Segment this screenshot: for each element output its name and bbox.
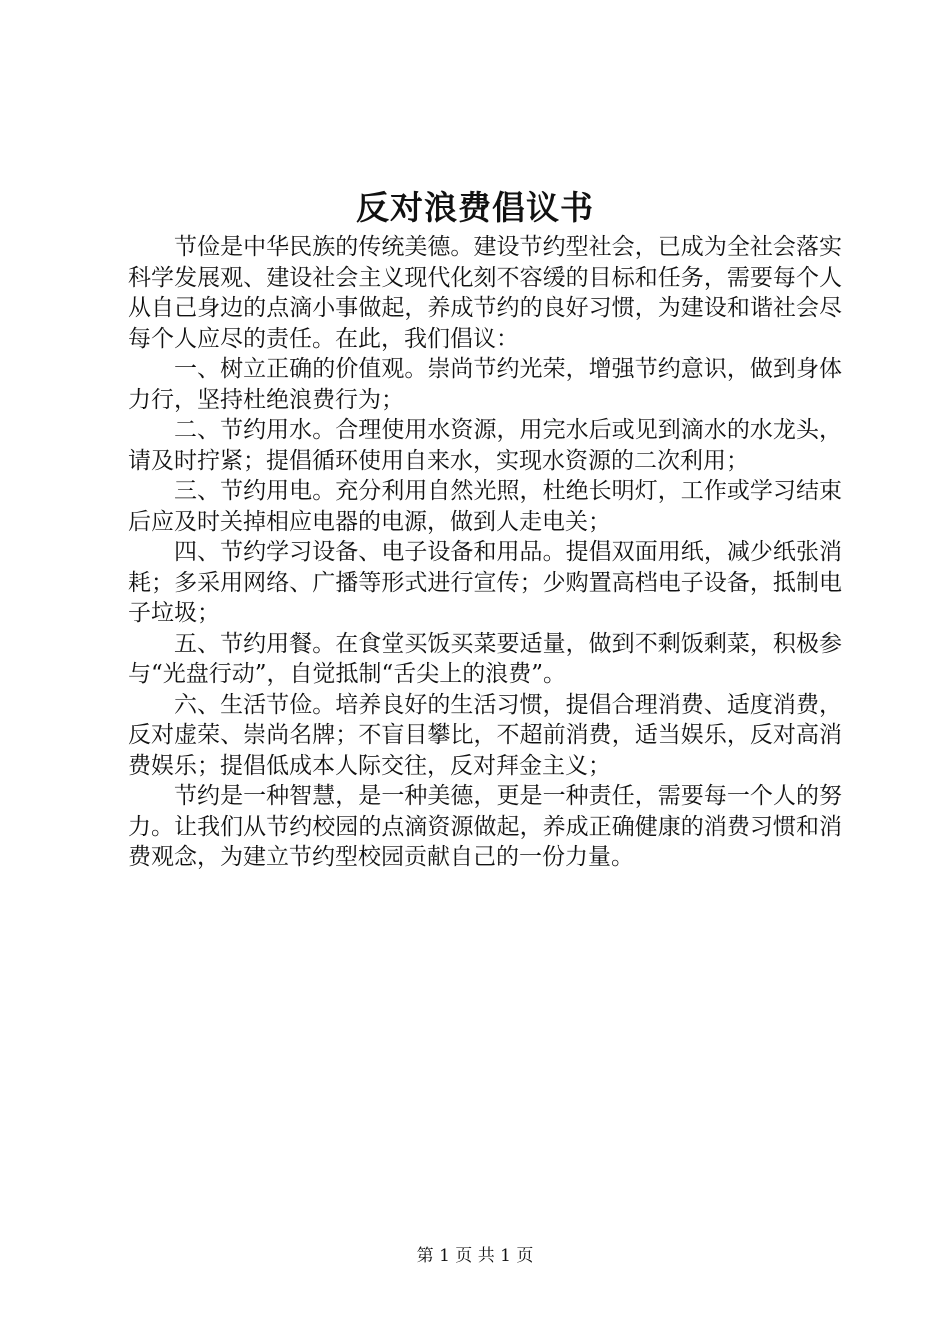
paragraph-item-2: 二、节约用水。合理使用水资源，用完水后或见到滴水的水龙头，请及时拧紧；提倡循环使用自来水，实现水资源的二次利用； bbox=[128, 417, 842, 474]
paragraph-intro: 节俭是中华民族的传统美德。建设节约型社会，已成为全社会落实科学发展观、建设社会主义现代化刻不容缓的目标和任务，需要每个人从自己身边的点滴小事做起，养成节约的良好习惯，为建设和谐社会尽每个人应尽的责任。在此，我们倡议： bbox=[128, 234, 842, 352]
paragraph-item-5: 五、节约用餐。在食堂买饭买菜要适量，做到不剩饭剩菜，积极参与“光盘行动”，自觉抵制“舌尖上的浪费”。 bbox=[128, 630, 842, 687]
document-title: 反对浪费倡议书 bbox=[356, 188, 594, 227]
paragraph-item-4: 四、节约学习设备、电子设备和用品。提倡双面用纸，减少纸张消耗；多采用网络、广播等形式进行宣传；少购置高档电子设备，抵制电子垃圾； bbox=[128, 539, 842, 626]
paragraph-conclusion: 节约是一种智慧，是一种美德，更是一种责任，需要每一个人的努力。让我们从节约校园的点滴资源做起，养成正确健康的消费习惯和消费观念，为建立节约型校园贡献自己的一份力量。 bbox=[128, 783, 842, 870]
page-number-footer: 第 1 页 共 1 页 bbox=[416, 1246, 534, 1266]
document-body bbox=[128, 232, 842, 873]
paragraph-item-1: 一、树立正确的价值观。崇尚节约光荣，增强节约意识，做到身体力行，坚持杜绝浪费行为； bbox=[128, 356, 842, 413]
paragraph-item-6: 六、生活节俭。培养良好的生活习惯，提倡合理消费、适度消费，反对虚荣、崇尚名牌；不盲目攀比，不超前消费，适当娱乐，反对高消费娱乐；提倡低成本人际交往，反对拜金主义； bbox=[128, 691, 842, 779]
paragraph-item-3: 三、节约用电。充分利用自然光照，杜绝长明灯，工作或学习结束后应及时关掉相应电器的电源，做到人走电关； bbox=[128, 478, 842, 535]
